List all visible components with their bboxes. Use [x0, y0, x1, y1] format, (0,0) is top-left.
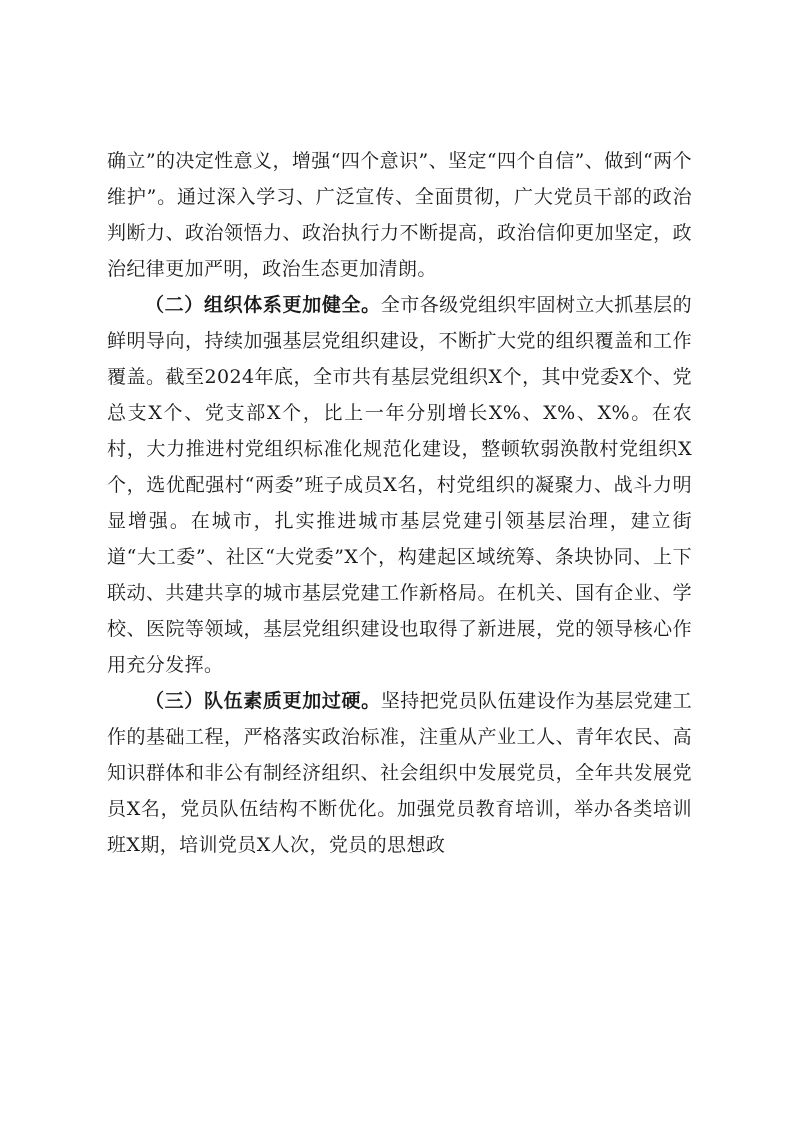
section-heading: （二）组织体系更加健全。	[145, 294, 381, 316]
paragraph-text: 全市各级党组织牢固树立大抓基层的鲜明导向，持续加强基层党组织建设，不断扩大党的组织覆盖和工作覆盖。截至2024年底，全市共有基层党组织X个，其中党委X个、党总支X个、党支部X个，比上一年分别增长X%、X%、X%。在农村，大力推进村党组织标准化规范化建设，整顿软弱涣散村党组织X个，选优配强村“两委”班子成员X名，村党组织的凝聚力、战斗力明显增强。在城市，扎实推进城市基层党建引领基层治理，建立街道“大工委”、社区“大党委”X个，构建起区域统筹、条块协同、上下联动、共建共享的城市基层党建工作新格局。在机关、国有企业、学校、医院等领域，基层党组织建设也取得了新进展，党的领导核心作用充分发挥。	[107, 294, 693, 676]
paragraph-continued	[107, 143, 692, 287]
section-heading: （三）队伍素质更加过硬。	[145, 690, 381, 712]
paragraph-text: 坚持把党员队伍建设作为基层党建工作的基础工程，严格落实政治标准，注重从产业工人、青年农民、高知识群体和非公有制经济组织、社会组织中发展党员，全年共发展党员X名，党员队伍结构不断优化。加强党员教育培训，举办各类培训班X期，培训党员X人次，党员的思想政	[107, 690, 693, 856]
document-body	[107, 143, 692, 863]
paragraph-text: 确立”的决定性意义，增强“四个意识”、坚定“四个自信”、做到“两个维护”。通过深入学习、广泛宣传、全面贯彻，广大党员干部的政治判断力、政治领悟力、政治执行力不断提高，政治信仰更加坚定，政治纪律更加严明，政治生态更加清朗。	[107, 150, 692, 280]
paragraph-team-quality	[107, 683, 692, 863]
paragraph-organization-system	[107, 287, 692, 683]
